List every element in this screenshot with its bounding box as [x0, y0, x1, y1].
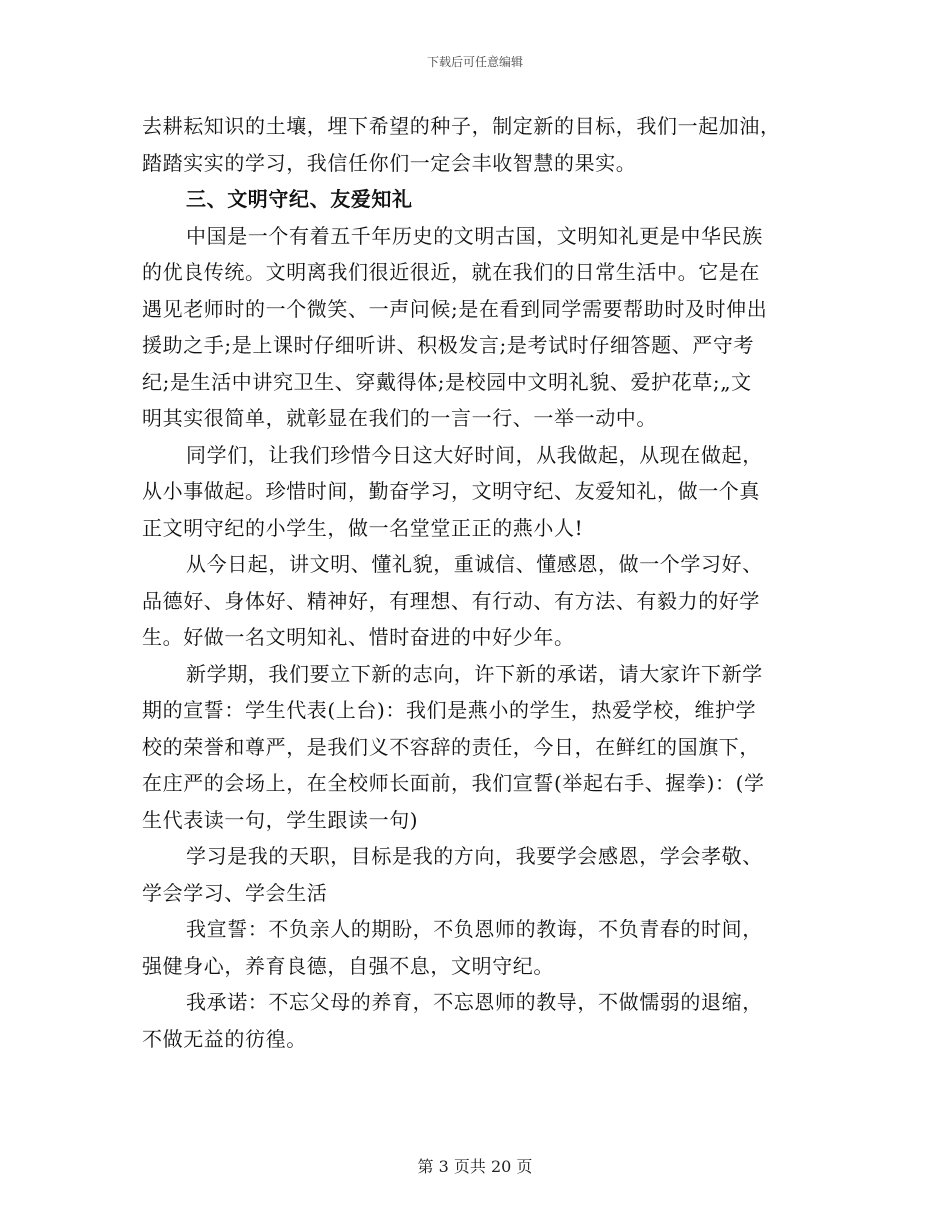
section-heading: 三、文明守纪、友爱知礼: [186, 187, 413, 211]
paragraph-line: 遇见老师时的一个微笑、一声问候;是在看到同学需要帮助时及时伸出: [142, 296, 768, 321]
paragraph-line: 品德好、身体好、精神好，有理想、有行动、有方法、有毅力的好学: [142, 588, 760, 613]
document-body: [142, 108, 812, 1057]
paragraph-line: 去耕耘知识的土壤，埋下希望的种子，制定新的目标，我们一起加油，: [142, 114, 781, 138]
paragraph-line: 新学期，我们要立下新的志向，许下新的承诺，请大家许下新学: [186, 661, 763, 686]
paragraph-line: 我承诺：不忘父母的养育，不忘恩师的教导，不做懦弱的退缩，: [186, 990, 763, 1014]
paragraph-line: 正文明守纪的小学生，做一名堂堂正正的燕小人!: [142, 515, 584, 540]
page-number-footer: 第 3 页共 20 页: [417, 1157, 533, 1176]
paragraph-line: 我宣誓：不负亲人的期盼，不负恩师的教诲，不负青春的时间，: [186, 917, 763, 941]
paragraph-line: 从小事做起。珍惜时间，勤奋学习，文明守纪、友爱知礼，做一个真: [142, 479, 760, 503]
paragraph-line: 学会学习、学会生活: [142, 880, 328, 905]
paragraph-line: 强健身心，养育良德，自强不息，文明守纪。: [142, 953, 554, 978]
paragraph-line: 中国是一个有着五千年历史的文明古国，文明知礼更是中华民族: [186, 223, 763, 248]
paragraph-line: 从今日起，讲文明、懂礼貌，重诚信、懂感恩，做一个学习好、: [186, 552, 763, 576]
paragraph-line: 援助之手;是上课时仔细听讲、积极发言;是考试时仔细答题、严守考: [142, 333, 755, 357]
paragraph-line: 的优良传统。文明离我们很近很近，就在我们的日常生活中。它是在: [142, 260, 760, 284]
paragraph-line: 期的宣誓：学生代表(上台)：我们是燕小的学生，热爱学校，维护学: [142, 698, 757, 722]
paragraph-line: 不做无益的彷徨。: [142, 1026, 307, 1051]
paragraph-line: 生代表读一句，学生跟读一句): [142, 807, 419, 832]
paragraph-line: 校的荣誉和尊严，是我们义不容辞的责任，今日，在鲜红的国旗下，: [142, 734, 760, 759]
paragraph-line: 同学们，让我们珍惜今日这大好时间，从我做起，从现在做起，: [186, 442, 763, 467]
paragraph-line: 在庄严的会场上，在全校师长面前，我们宣誓(举起右手、握拳)：(学: [142, 771, 765, 795]
paragraph-line: 纪;是生活中讲究卫生、穿戴得体;是校园中文明礼貌、爱护花草;„文: [142, 369, 752, 394]
paragraph-line: 明其实很简单，就彰显在我们的一言一行、一举一动中。: [142, 406, 657, 430]
paragraph-line: 学习是我的天职，目标是我的方向，我要学会感恩，学会孝敬、: [186, 844, 763, 868]
paragraph-line: 踏踏实实的学习，我信任你们一定会丰收智慧的果实。: [142, 150, 637, 175]
paragraph-line: 生。好做一名文明知礼、惜时奋进的中好少年。: [142, 625, 575, 649]
page-header: 下载后可任意编辑: [426, 55, 523, 69]
